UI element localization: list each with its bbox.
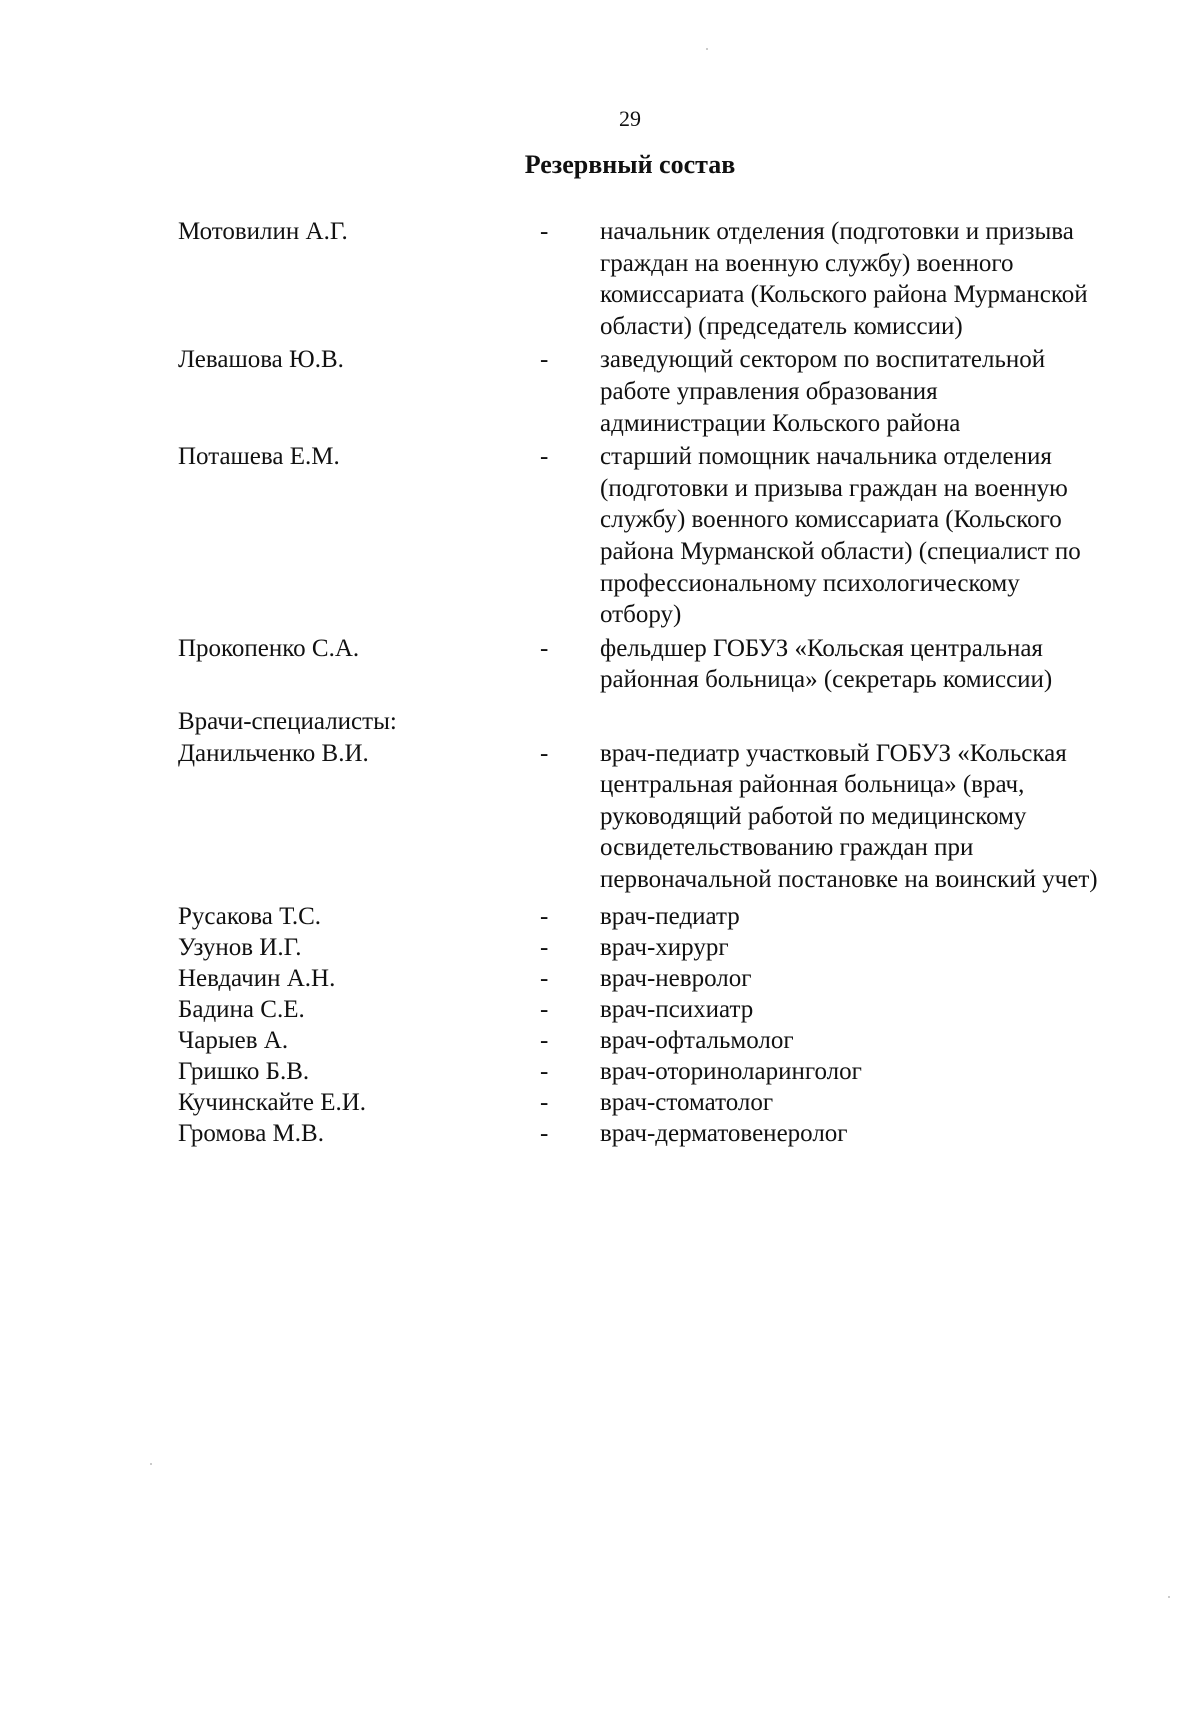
dash-separator: - — [540, 1120, 549, 1148]
doctor-row — [178, 963, 1118, 994]
doctor-specialty: врач-невролог — [600, 965, 752, 993]
doctor-list — [178, 901, 1118, 1149]
doctor-specialty: врач-педиатр — [600, 903, 740, 931]
member-name: Мотовилин А.Г. — [178, 218, 348, 245]
dash-separator: - — [540, 965, 549, 993]
member-name: Прокопенко С.А. — [178, 634, 360, 662]
doctor-name: Русакова Т.С. — [178, 903, 322, 931]
member-position: фельдшер ГОБУЗ «Кольская центральная районная больница» (секретарь комиссии) — [600, 634, 1053, 694]
doctor-name: Кучинскайте Е.И. — [178, 1089, 367, 1117]
dash-separator: - — [540, 996, 549, 1024]
doctor-specialty: врач-оториноларинголог — [600, 1058, 862, 1086]
member-position: заведующий сектором по воспитательной работе управления образования администрации Кольского района — [600, 346, 1046, 437]
doctor-row — [178, 1087, 1118, 1118]
member-row — [178, 738, 1118, 896]
member-position: врач-педиатр участковый ГОБУЗ «Кольская центральная районная больница» (врач, руководящий работой по медицинскому освидетельствованию граждан при первоначальной постановке на воинский учет) — [600, 739, 1098, 893]
scan-speck — [150, 1463, 152, 1465]
member-list — [178, 216, 1118, 1149]
dash-separator: - — [540, 1058, 549, 1086]
page-title: Резервный состав — [524, 150, 736, 179]
doctor-name: Чарыев А. — [178, 1027, 289, 1055]
member-row — [178, 216, 1118, 342]
doctor-row — [178, 932, 1118, 963]
dash-separator: - — [540, 1089, 549, 1117]
doctor-row — [178, 994, 1118, 1025]
doctor-specialty: врач-хирург — [600, 934, 729, 962]
doctor-row — [178, 1118, 1118, 1149]
scan-speck — [706, 48, 708, 50]
doctor-row — [178, 901, 1118, 932]
doctor-row — [178, 1056, 1118, 1087]
dash-separator: - — [540, 443, 549, 471]
member-row — [178, 344, 1118, 439]
doctor-name: Громова М.В. — [178, 1120, 324, 1148]
doctor-name: Невдачин А.Н. — [178, 965, 336, 993]
doctor-specialty: врач-стоматолог — [600, 1089, 774, 1117]
member-position: начальник отделения (подготовки и призыва граждан на военную службу) военного комиссариата (Кольского района Мурманской области) (председатель комиссии) — [600, 218, 1088, 340]
section-label: Врачи-специалисты: — [178, 707, 397, 735]
member-name: Поташева Е.М. — [178, 443, 340, 471]
dash-separator: - — [540, 218, 549, 245]
doctor-specialty: врач-офтальмолог — [600, 1027, 794, 1055]
dash-separator: - — [540, 1027, 549, 1055]
doctor-name: Бадина С.Е. — [178, 996, 305, 1024]
page-number: 29 — [619, 106, 641, 131]
member-position: старший помощник начальника отделения (подготовки и призыва граждан на военную службу) военного комиссариата (Кольского района Мурманской области) (специалист по профессиональному психологическому отбору) — [600, 443, 1081, 629]
member-row — [178, 633, 1118, 696]
member-name: Левашова Ю.В. — [178, 346, 344, 374]
scan-speck — [1168, 1596, 1170, 1598]
dash-separator: - — [540, 934, 549, 962]
doctor-name: Узунов И.Г. — [178, 934, 302, 962]
member-name: Данильченко В.И. — [178, 739, 369, 767]
doctor-name: Гришко Б.В. — [178, 1058, 310, 1086]
doctor-specialty: врач-психиатр — [600, 996, 754, 1024]
dash-separator: - — [540, 346, 549, 374]
dash-separator: - — [540, 634, 549, 662]
doctor-row — [178, 1025, 1118, 1056]
dash-separator: - — [540, 739, 549, 767]
doctor-specialty: врач-дерматовенеролог — [600, 1120, 848, 1148]
dash-separator: - — [540, 903, 549, 931]
member-row — [178, 441, 1118, 631]
